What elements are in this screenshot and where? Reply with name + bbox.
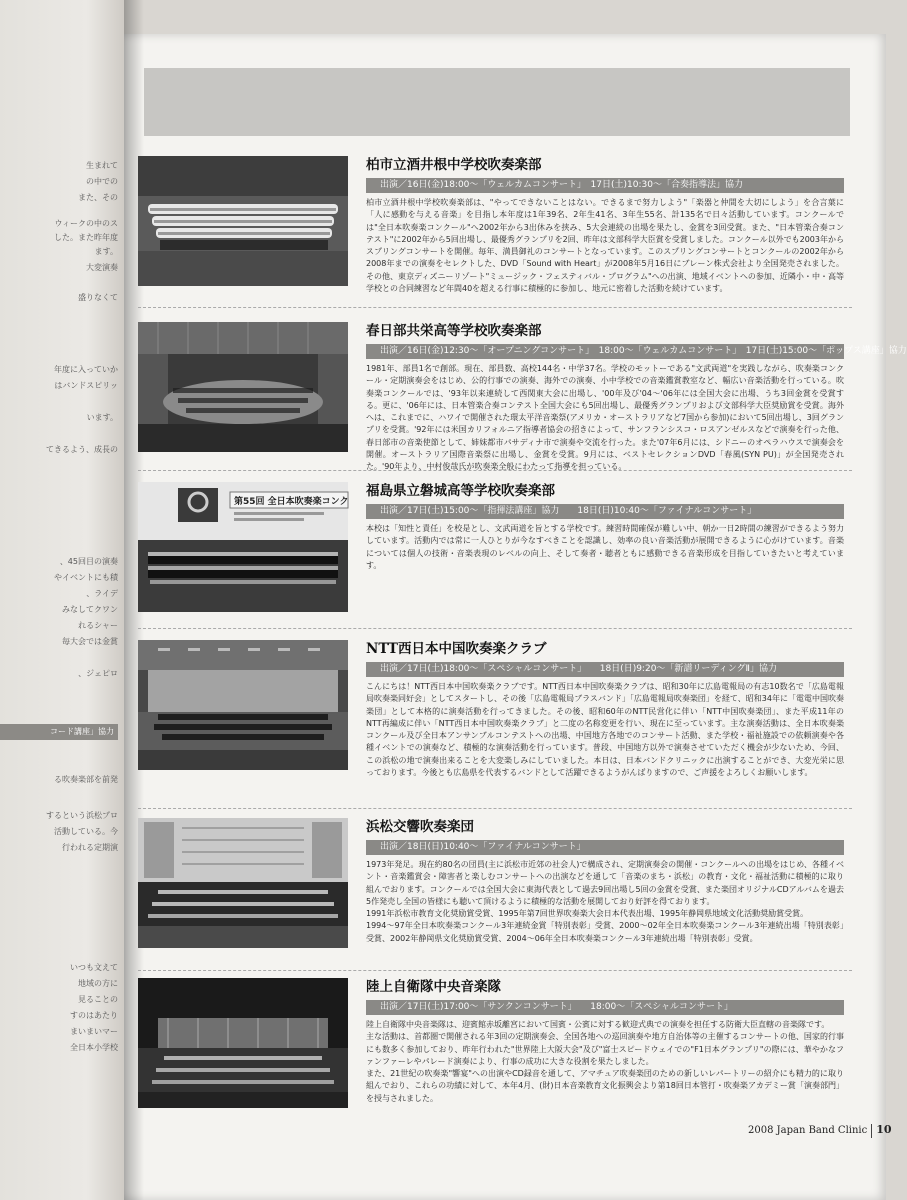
left-text-fragment: するという浜松プロ [46, 811, 118, 820]
performance-schedule: 出演／18日(日)10:40〜「ファイナルコンサート」 [366, 840, 844, 855]
header-band [144, 68, 850, 136]
band-name: 浜松交響吹奏楽団 [366, 819, 474, 835]
page-number: 10 [876, 1123, 892, 1136]
left-text-fragment: ウィークの中のス [54, 219, 118, 228]
left-page-header-bar [0, 724, 118, 740]
band-description: 1981年、部員1名で創部。現在、部員数、高校144名・中学37名。学校のモットーである"文武両道"を実践しながら、吹奏楽コンクール・定期演奏会をはじめ、公的行事での演奏、海外での演奏、小中学校での音楽鑑賞教室など、幅広い音楽活動を行っている。吹奏楽コンクールでは、'93年以来連続して西関東大会に出場し、'00年及び'04〜'06年には全国大会に出場、うち3回金賞を受賞する。更に、'06年には、日本管楽合奏コンテスト全国大会にも5回出場し、最優秀グランプリおよび文部科学大臣奨励賞を受賞。海外へは、これまでに、ハワイで開催された環太平洋音楽祭(アメリカ・オーストラリアなど7国から参加)において5回出場し、3回グランプリを受賞。'92年には米国カリフォルニア指導者協会の招きによって、サンフランシスコ・ロスアンゼルスなどで演奏を行った他、春日部市の音楽使節として、姉妹都市パサディナ市で演奏や交流を行った。また'07年6月には、シドニーのオペラハウスで演奏会を開催。オーストラリア国際音楽祭に出場し、金賞を受賞。9月には、ベストセレクションDVD「春風(SYN PU)」が全国発売された。'90年より、中村俊哉氏が吹奏楽全般にわたって指導を担っている。 [366, 364, 844, 472]
left-text-fragment: やイベントにも積 [54, 573, 118, 582]
left-text-fragment: 見ることの [78, 995, 118, 1004]
left-text-fragment: いつも文えて [70, 963, 118, 972]
banner-text: 第55回 全日本吹奏楽コンク [234, 497, 349, 507]
left-text-fragment: の中での [86, 177, 118, 186]
band-name: 福島県立磐城高等学校吹奏楽部 [366, 483, 555, 499]
left-bar-label: コード講座」協力 [50, 727, 114, 736]
entry-divider [138, 970, 852, 971]
left-text-fragment: 生まれて [86, 161, 118, 170]
band-photo [138, 322, 348, 452]
band-photo [138, 978, 348, 1108]
left-text-fragment: 、ライデ [86, 589, 118, 598]
left-text-fragment: れるシャー [78, 621, 118, 630]
band-photo [138, 482, 348, 612]
footer-separator [871, 1124, 872, 1138]
entry-divider [138, 808, 852, 809]
left-text-fragment: 活動している。今 [54, 827, 118, 836]
left-text-fragment: また、その [78, 193, 118, 202]
performance-schedule: 出演／17日(土)18:00〜「スペシャルコンサート」 18日(日)9:20〜「新譜リーディングⅡ」協力 [366, 662, 844, 677]
left-text-fragment: 年度に入っていか [54, 365, 118, 374]
band-description: 1973年発足。現在約80名の団員(主に浜松市近郊の社会人)で構成され、定期演奏会の開催・コンクールへの出場をはじめ、各種イベント・音楽鑑賞会・障害者と楽しむコンサートへの出演などを通して「音楽のまち・浜松」の教育・文化・福祉活動に積極的に取り組んでおります。コンクールでは全国大会に東海代表として過去9回出場し5回の金賞を受賞、また楽団オリジナルCDアルバムを過去5作発売し全国の皆様にも聴いて頂けるように積極的な活動を展開しており好評を得ております。 1991年浜松市教育文化奨励賞受賞、1995年第7回世界吹奏楽大会日本代表出場、1995年静岡県地域文化活動奨励賞受賞。 1994〜97年全日本吹奏楽コンクール3年連続金賞「特別表彰」受賞、2000〜02年全日本吹奏楽コンクール3年連続出場「特別表彰」受賞、2002年静岡県文化奨励賞受賞、2004〜06年全日本吹奏楽コンクール3年連続出場「特別表彰」受賞。 [366, 860, 844, 943]
band-name: NTT西日本中国吹奏楽クラブ [366, 641, 547, 657]
entry-divider [138, 628, 852, 629]
band-description: こんにちは！NTT西日本中国吹奏楽クラブです。NTT西日本中国吹奏楽クラブは、昭和30年に広島電報局の有志10数名で「広島電報局吹奏楽同好会」としてスタートし、その後「広島電報局ブラスバンド」「広島電報局吹奏楽団」を経て、昭和34年に「電電中国吹奏楽団」として本格的に演奏活動を行ってきました。その後、昭和60年のNTT民営化に伴い「NTT中国吹奏楽団」、また平成11年のNTT再編成に伴い「NTT西日本中国吹奏楽クラブ」と二度の名称変更を行い、現在に至っています。主な演奏活動は、全日本吹奏楽コンクール及び全日本アンサンブルコンテストへの出場、中国地方各地でのコンサート活動、また学校・福祉施設での依頼演奏や各種イベントでの演奏など、積極的な演奏活動を行っています。普段、中国地方以外で演奏させていただく機会が少ないため、今回、この浜松の地で演奏出来ることを大変楽しみにしていました。本日は、日本バンドクリニックに出演することができ、大変光栄に思っております。今後とも広島県を代表するバンドとして活躍できるようがんばりますので、ご声援をよろしくお願いします。 [366, 682, 844, 778]
entry-content [366, 322, 907, 474]
entry-content [366, 978, 844, 1105]
entry-content [366, 640, 844, 779]
band-photo [138, 640, 348, 770]
left-text-fragment: はバンドスピリッ [54, 381, 118, 390]
left-text-fragment: みなしてクワン [62, 605, 118, 614]
left-text-fragment: 行われる定期演 [62, 843, 118, 852]
performance-schedule: 出演／17日(土)15:00〜「指揮法講座」協力 18日(日)10:40〜「ファイナルコンサート」 [366, 504, 844, 519]
band-description: 本校は「知性と責任」を校是とし、文武両道を旨とする学校です。練習時間確保が難しい中、朝か一日2時間の練習ができるよう努力しています。活動内では常に一人ひとりが今なすべきことを認識し、効率の良い音楽活動が展開できるように心がけています。音楽については個人の技術・音楽表現のレベルの向上、そして奏者・聴者ともに感動できる音楽形成を目指していきたいと考えています。 [366, 524, 844, 570]
band-name: 陸上自衛隊中央音楽隊 [366, 979, 501, 995]
left-text-fragment: 大変演奏 [86, 263, 118, 272]
band-name: 柏市立酒井根中学校吹奏楽部 [366, 157, 542, 173]
band-description: 陸上自衛隊中央音楽隊は、迎賓館赤坂離宮において国賓・公賓に対する歓迎式典での演奏を担任する防衛大臣直轄の音楽隊です。 主な活動は、首都圏で開催される年3回の定期演奏会、全国各地への巡回演奏や地方自治体等の主催するコンサートの他、国家的行事にも数多く参加しており、昨年行われた"世界陸上大阪大会"及び"富士スピードウェイでの"F1日本グランプリ"の際には、華やかなファンファーレやパレード演奏により、行事の成功に大きな役割を果たしました。 また、21世紀の吹奏楽"響宴"への出演やCD録音を通して、アマチュア吹奏楽団のための新しいレパートリーの紹介にも精力的に取り組んでおり、これらの功績に対して、本年4月、(財)日本音楽教育文化振興会より第18回日本管打・吹奏楽アカデミー賞「演奏部門」を授与されました。 [366, 1020, 844, 1103]
left-text-fragment: 、ジェピロ [78, 669, 118, 678]
band-description: 柏市立酒井根中学校吹奏楽部は、"やってできないことはない。できるまで努力しよう"「楽器と仲間を大切にしよう」を合言葉に「人に感動を与える音楽」を目指し本年度は1年39名、2年生41名、3年生55名、計135名で日々活動しています。コンクールでは"全日本吹奏楽コンクール"へ2002年から3出休みを挟み、5大会連続の出場を果たし、金賞を3回受賞。また、"日本管楽合奏コンテスト"に2002年から5回出場し、最優秀グランプリを2回、昨年は文部科学大臣賞を受賞しました。コンクール以外でも2003年からスプリングコンサートを開催。毎年、満員御礼のコンサートとなっています。このスプリングコンサートとコンクールの2002年から2008年までの演奏をセレクトした、DVD「Sound with Heart」が2008年5月16日にブレーン株式会社より全国発売されました。その他、東京ディズニーリゾート"ミュージック・フェスティバル・プログラム"への出演、地域イベントへの参加、近隣小・中・高等学校との合同練習など年間40を超える行事に積極的に参加し、地元に密着した活動を続けています。 [366, 198, 844, 294]
left-text-fragment: 地域の方に [78, 979, 118, 988]
left-text-fragment: 毎大会では金賞 [62, 637, 118, 646]
band-photo [138, 156, 348, 286]
left-text-fragment: てきるよう、成長の [46, 445, 118, 454]
performance-schedule: 出演／17日(土)17:00〜「サンクンコンサート」 18:00〜「スペシャルコンサート」 [366, 1000, 844, 1015]
entry-divider [138, 470, 852, 471]
entry-content [366, 156, 844, 295]
left-text-fragment: すのはあたり [70, 1011, 118, 1020]
entry-content [366, 818, 844, 945]
left-text-fragment: ます。 [94, 247, 118, 256]
entry-content [366, 482, 844, 572]
entry-divider [138, 307, 852, 308]
left-text-fragment: います。 [86, 413, 118, 422]
band-name: 春日部共栄高等学校吹奏楽部 [366, 323, 542, 339]
left-text-fragment: まいまいマー [70, 1027, 118, 1036]
performance-schedule: 出演／16日(金)18:00〜「ウェルカムコンサート」 17日(土)10:30〜「合奏指導法」協力 [366, 178, 844, 193]
band-photo [138, 818, 348, 948]
footer-label: 2008 Japan Band Clinic [748, 1125, 868, 1136]
left-text-fragment: る吹奏楽部を前発 [54, 775, 118, 784]
performance-schedule: 出演／16日(金)12:30〜「オープニングコンサート」 18:00〜「ウェルカムコンサート」 17日(土)15:00〜「ポップス講座」協力 [366, 344, 844, 359]
left-text-fragment: 全日本小学校 [70, 1043, 118, 1052]
left-text-fragment: 、45回目の演奏 [59, 557, 118, 566]
page-footer [748, 1123, 892, 1141]
left-text-fragment: した。また昨年度 [54, 233, 118, 242]
left-text-fragment: 盛りなくて [78, 293, 118, 302]
left-facing-page [0, 0, 124, 1200]
